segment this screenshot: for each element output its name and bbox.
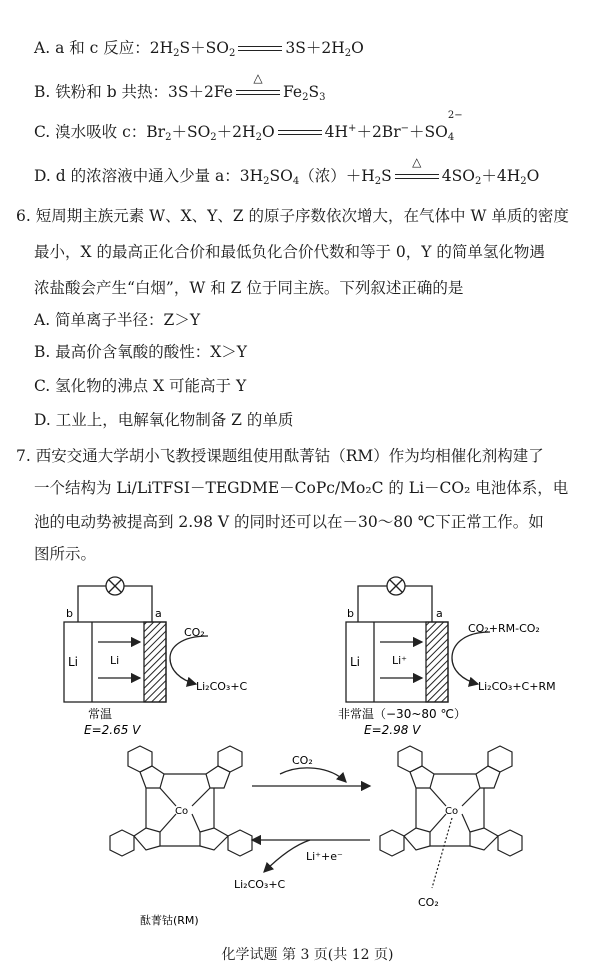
li-ion-label: Li [110,654,120,667]
li-anode-label: Li [68,655,79,669]
heat-equals-sign: △ [395,171,439,183]
co-atom-label: Co [175,806,189,817]
battery-figure [0,570,615,940]
q5-option-d: D. d 的浓溶液中通入少量 a：$3H_2SO_4$（浓）$+H_2S$ △ $4SO_2+4H_2O$ [34,155,540,187]
co-atom-label-2: Co [445,806,459,817]
q6-stem-line-1: 6. 短周期主族元素 W、X、Y、Z 的原子序数依次增大，在气体中 W 单质的密度 [16,207,569,225]
li-ion-label-2: Li⁺ [392,654,407,667]
product-out-arrow [264,840,310,872]
battery-room-temp [64,577,208,702]
q6-option-c: C. 氢化物的沸点 X 可能高于 Y [34,377,247,395]
bound-co2-label: CO₂ [418,896,439,909]
electrode-label-a: a [155,607,162,620]
equals-sign [278,127,322,139]
li-anode-label-2: Li [350,655,361,669]
q6-option-d: D. 工业上，电解氧化物制备 Z 的单质 [34,411,294,429]
cobalt-phthalocyanine-co2-structure [380,746,522,888]
co2-reagent-label: CO₂ [292,754,313,767]
q6-stem-line-3: 浓盐酸会产生“白烟”，W 和 Z 位于同主族。下列叙述正确的是 [34,279,464,297]
cobalt-phthalocyanine-structure [110,746,252,856]
co2-label: CO₂ [184,626,205,639]
emf-label-2: E=2.98 V [364,723,421,737]
emf-label-1: E=2.65 V [84,723,141,737]
battery-nonroom-temp [346,577,490,702]
q6-option-b: B. 最高价含氧酸的酸性：X＞Y [34,343,248,361]
q6-stem-line-2: 最小，X 的最高正化合价和最低负化合价代数和等于 0，Y 的简单氢化物遇 [34,243,545,261]
q5-option-b: B. 铁粉和 b 共热：3S＋2Fe △ $Fe_2S_3$ [34,71,326,103]
page-footer: 化学试题 第 3 页(共 12 页) [221,947,394,963]
li-electron-label: Li⁺+e⁻ [306,850,343,863]
q7-stem-line-3: 池的电动势被提高到 2.98 V 的同时还可以在－30～80 ℃下正常工作。如 [34,513,544,531]
q7-stem-line-2: 一个结构为 Li/LiTFSI－TEGDME－CoPc/Mo₂C 的 Li－CO₂ 电池体系，电 [34,479,569,497]
co2-rm-label: CO₂+RM-CO₂ [468,622,540,635]
electrode-label-a-2: a [436,607,443,620]
q6-option-a: A. 简单离子半径：Z＞Y [34,311,201,329]
rm-name-label: 酞菁钴(RM) [140,914,199,927]
heat-equals-sign: △ [236,87,280,99]
q7-stem-line-1: 7. 西安交通大学胡小飞教授课题组使用酞菁钴（RM）作为均相催化剂构建了 [16,447,544,465]
caption-room-temp: 常温 [88,707,113,721]
equals-sign [238,43,282,55]
q5-option-a: A. a 和 c 反应：$2H_2S+SO_2$ $3S+2H_2O$ [34,39,364,59]
electrode-label-b: b [66,607,73,620]
caption-nonroom-temp: 非常温（−30~80 ℃） [338,707,466,721]
out-product-label: Li₂CO₃+C [234,878,286,891]
q5-option-c: C. 溴水吸收 c：$Br_2+SO_2+2H_2O$ 4H+＋2Br−＋SO 2− $_4$ [34,110,463,143]
q7-stem-line-4: 图所示。 [34,545,97,563]
electrode-label-b-2: b [347,607,354,620]
co2-in-arrow [280,768,346,782]
product-label-1: Li₂CO₃+C [196,680,248,693]
product-label-2: Li₂CO₃+C+RM [478,680,556,693]
